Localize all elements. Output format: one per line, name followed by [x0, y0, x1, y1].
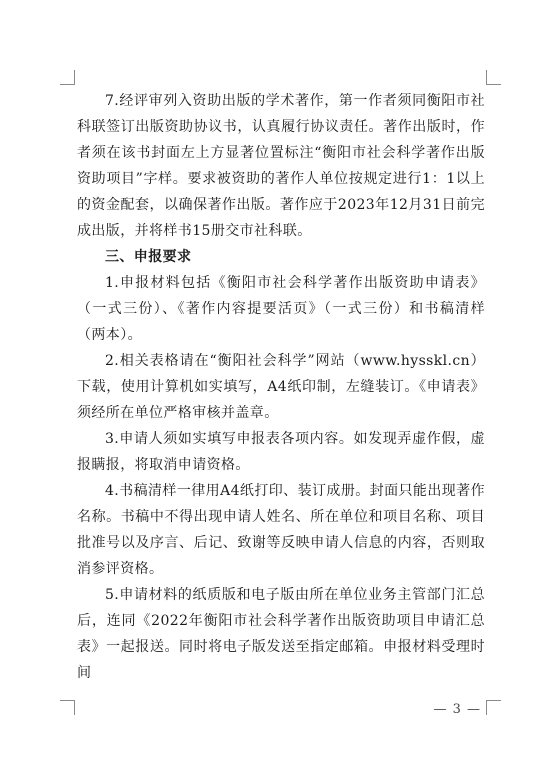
requirement-4: 4.书稿清样一律用A4纸打印、装订成册。封面只能出现著作名称。书稿中不得出现申请人姓名、所在单位和项目名称、项目批准号以及序言、后记、致谢等反映申请人信息的内容，否则取消参评资格。	[77, 483, 485, 577]
requirement-5: 5.申请材料的纸质版和电子版由所在单位业务主管部门汇总后，连同《2022年衡阳市社会科学著作出版资助项目申请汇总表》一起报送。同时将电子版发送至指定邮箱。申报材料受理时间	[77, 587, 485, 681]
paragraph-7: 7.经评审列入资助出版的学术著作，第一作者须同衡阳市社科联签订出版资助协议书，认真履行协议责任。著作出版时，作者须在该书封面左上方显著位置标注“衡阳市社会科学著作出版资助项目”字样。要求被资助的著作人单位按规定进行1：1以上的资金配套，以确保著作出版。著作应于2023年12月31日前完成出版，并将样书15册交市社科联。	[77, 93, 485, 239]
section-heading-3: 三、申报要求	[105, 249, 192, 265]
crop-mark-top-right	[486, 70, 501, 85]
requirement-1: 1.申报材料包括《衡阳市社会科学著作出版资助申请表》（一式三份）、《著作内容提要活页》（一式三份）和书稿清样（两本）。	[77, 275, 485, 343]
crop-mark-top-left	[60, 70, 75, 85]
crop-mark-bottom-left	[60, 700, 75, 715]
page-number: — 3 —	[433, 702, 481, 717]
crop-mark-bottom-right	[486, 700, 501, 715]
requirement-3: 3.申请人须如实填写申报表各项内容。如发现弄虚作假，虚报瞒报，将取消申请资格。	[77, 431, 485, 473]
document-body	[77, 88, 485, 686]
requirement-2: 2.相关表格请在“衡阳社会科学”网站（www.hysskl.cn）下载，使用计算机如实填写，A4纸印制，左缝装订。《申请表》须经所在单位严格审核并盖章。	[77, 353, 485, 421]
